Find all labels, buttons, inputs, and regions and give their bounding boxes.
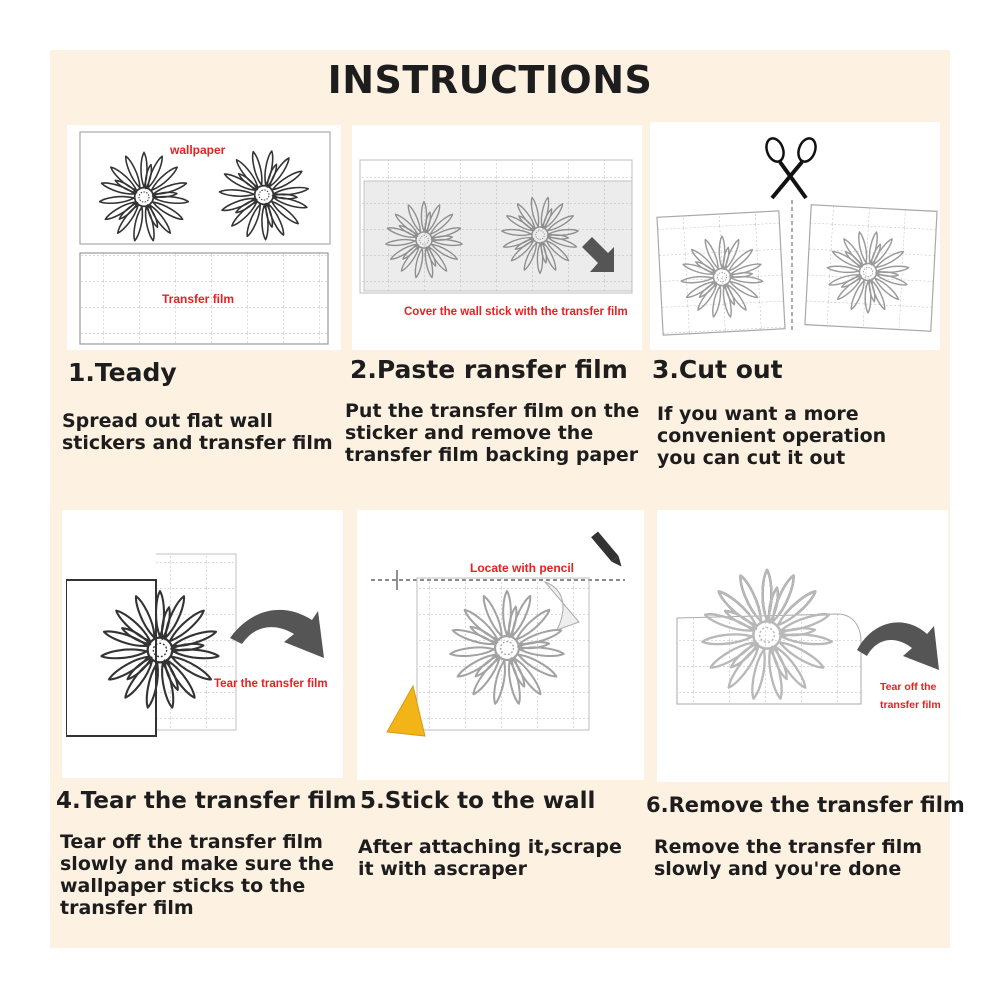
step-3-description — [657, 403, 886, 469]
step-6-description — [654, 836, 922, 880]
step-4-illustration — [62, 510, 343, 778]
pencil-icon — [591, 531, 625, 569]
wallpaper-and-film-drawing — [67, 125, 341, 350]
locate-pencil-label: Locate with pencil — [470, 561, 575, 575]
step-6-description-line: slowly and you're done — [654, 858, 902, 880]
step-1-description — [62, 410, 333, 454]
step-1-title: 1.Teady — [68, 358, 177, 387]
step-1-illustration — [67, 125, 341, 350]
step-3-description-line: If you want a more — [657, 403, 859, 425]
cover-instruction-label: Cover the wall stick with the transfer film — [404, 306, 628, 318]
step-2-title: 2.Paste ransfer film — [350, 355, 628, 384]
step-1-description-line: Spread out flat wall — [62, 410, 273, 432]
step-4-title: 4.Tear the transfer film — [56, 788, 357, 814]
step-5-description-line: After attaching it,scrape — [358, 836, 622, 858]
step-3-title: 3.Cut out — [652, 355, 783, 384]
step-2-illustration — [352, 125, 642, 350]
curved-arrow-icon — [230, 610, 324, 658]
step-5-title: 5.Stick to the wall — [360, 788, 596, 814]
remove-film-drawing — [657, 510, 948, 782]
stick-to-wall-drawing — [357, 510, 644, 780]
step-5-description — [358, 836, 622, 880]
cut-out-drawing — [650, 122, 940, 350]
step-2-description-line: transfer film backing paper — [345, 444, 639, 466]
step-5-description-line: it with ascraper — [358, 858, 527, 880]
scissors-icon — [763, 136, 818, 198]
paste-film-drawing — [352, 125, 642, 350]
tear-film-label: Tear the transfer film — [214, 678, 328, 690]
step-3-description-line: convenient operation — [657, 425, 887, 447]
step-2-description — [345, 400, 639, 466]
page-title: INSTRUCTIONS — [327, 58, 653, 102]
wallpaper-label: wallpaper — [170, 143, 226, 157]
tear-film-drawing — [62, 510, 343, 778]
step-1-description-line: stickers and transfer film — [62, 432, 333, 454]
step-6-illustration — [657, 510, 948, 782]
step-4-description-line: Tear off the transfer film — [60, 831, 323, 853]
step-3-illustration — [650, 122, 940, 350]
tear-off-label-line1: Tear off the — [880, 681, 937, 693]
step-3-description-line: you can cut it out — [657, 447, 846, 469]
tear-off-label-line2: transfer film — [880, 699, 941, 711]
transfer-film-label: Transfer film — [162, 292, 235, 306]
step-4-description-line: transfer film — [60, 897, 194, 919]
step-2-description-line: Put the transfer film on the — [345, 400, 640, 422]
step-6-title: 6.Remove the transfer film — [646, 793, 965, 817]
step-4-description — [60, 831, 334, 919]
step-4-description-line: slowly and make sure the — [60, 853, 334, 875]
step-6-description-line: Remove the transfer film — [654, 836, 923, 858]
step-5-illustration — [357, 510, 644, 780]
step-4-description-line: wallpaper sticks to the — [60, 875, 306, 897]
step-2-description-line: sticker and remove the — [345, 422, 594, 444]
